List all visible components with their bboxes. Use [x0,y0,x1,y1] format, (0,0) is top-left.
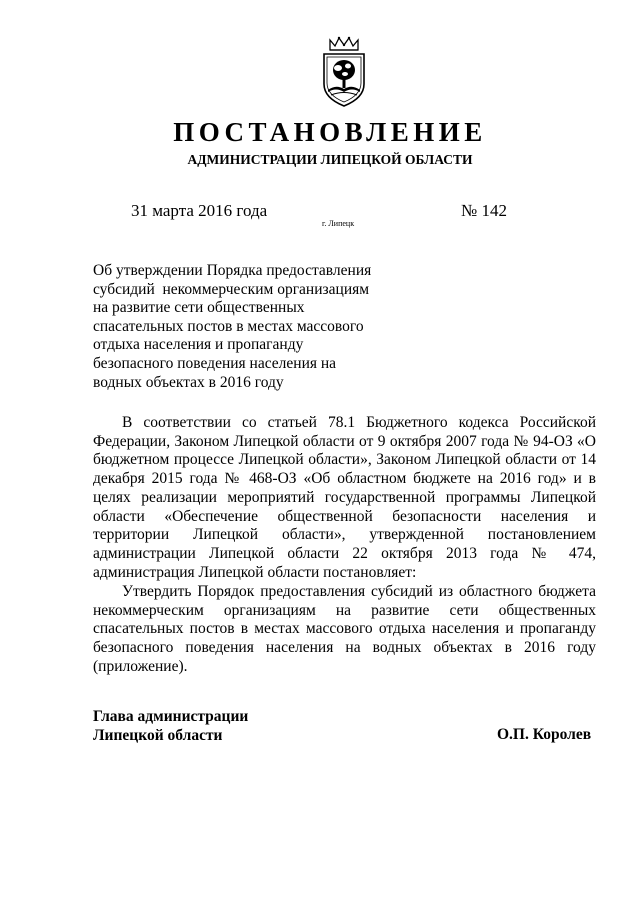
subject-line: водных объектах в 2016 году [93,373,284,391]
coat-of-arms-icon [318,36,370,108]
signatory-position-line: Липецкой области [93,726,223,744]
subject-line: субсидий некоммерческим организациям [93,280,370,298]
subject-line: на развитие сети общественных [93,299,305,317]
document-number: № 142 [461,201,507,220]
document-subject [93,262,383,392]
document-subtitle: АДМИНИСТРАЦИИ ЛИПЕЦКОЙ ОБЛАСТИ [187,152,473,167]
body-paragraph: В соответствии со статьей 78.1 Бюджетного кодекса Российской Федерации, Законом Липецкой области от 9 октября 2007 года № 94-ОЗ «О бюджетном процессе Липецкой области», Законом Липецкой области от 14 декабря 2015 года № 468-ОЗ «Об областном бюджете на 2016 год» и в целях реализации мероприятий государственной программы Липецкой области «Обеспечение общественной безопасности населения и территории Липецкой области», утвержденной постановлением администрации Липецкой области 22 октября 2013 года № 474, администрация Липецкой области постановляет: [93,414,596,581]
subject-line: спасательных постов в местах массового [93,317,364,335]
signatory-position [93,708,248,745]
document-city: г. Липецк [322,219,355,228]
body-paragraph: Утвердить Порядок предоставления субсидий из областного бюджета некоммерческим организациям на развитие сети общественных спасательных постов в местах массового отдыха населения и пропаганду безопасного поведения населения на водных объектах в 2016 году (приложение). [93,583,596,675]
signatory-position-line: Глава администрации [93,708,249,725]
signatory-name: О.П. Королев [497,726,592,743]
document-date: 31 марта 2016 года [131,201,268,220]
subject-line: отдыха населения и пропаганду [93,336,304,354]
subject-line: Об утверждении Порядка предоставления [93,262,372,279]
document-title: ПОСТАНОВЛЕНИЕ [173,117,487,147]
subject-line: безопасного поведения населения на [93,354,337,372]
